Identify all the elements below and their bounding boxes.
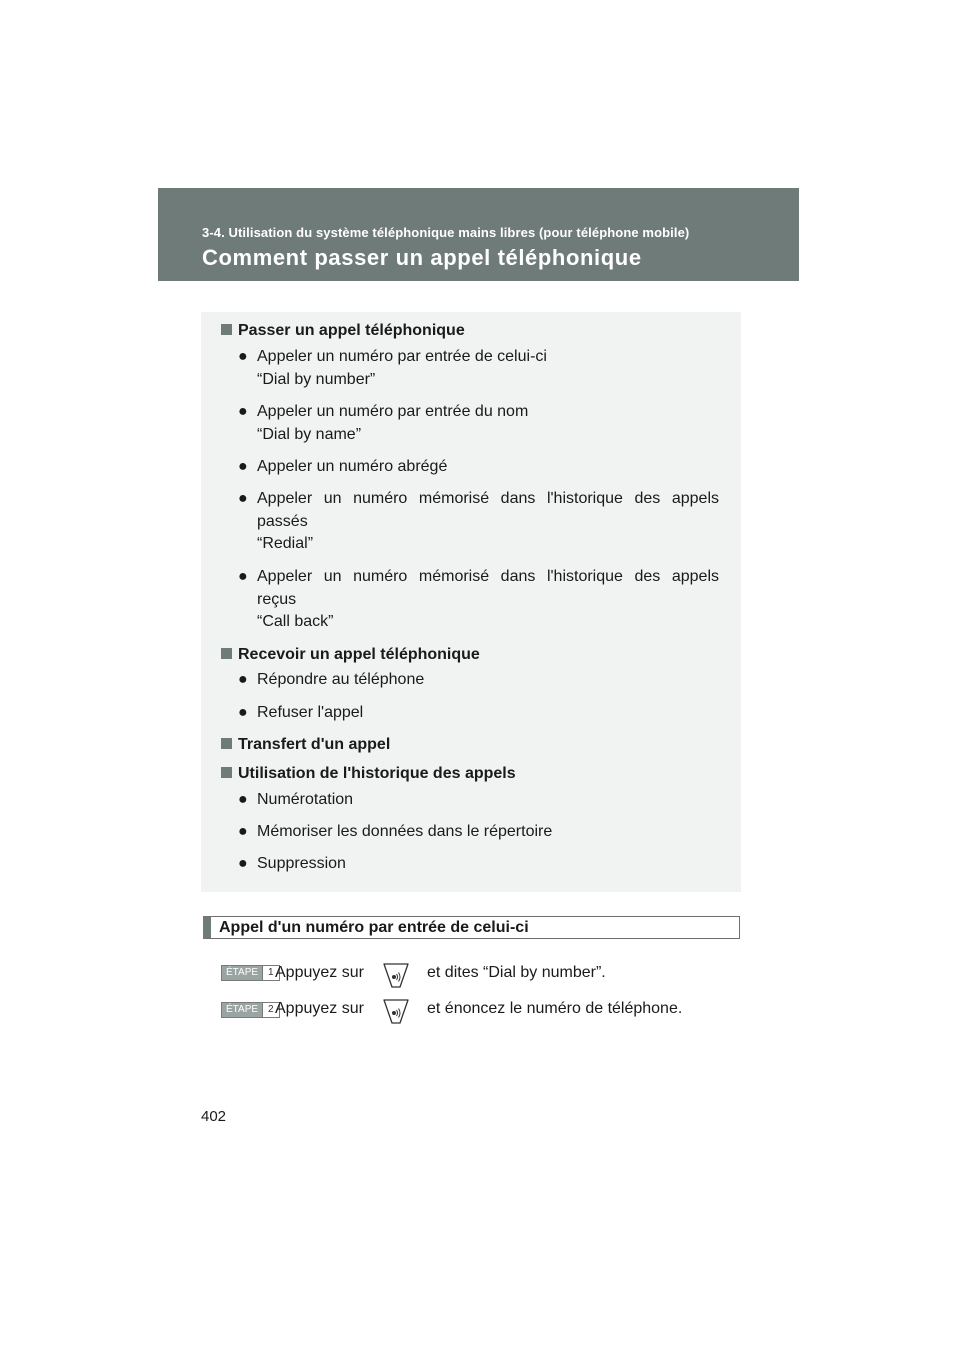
step-2-text-before: Appuyez sur (275, 1000, 364, 1017)
bullet-redialing: Numérotation (257, 791, 354, 808)
command-dial-by-name: “Dial by name” (257, 426, 362, 443)
bullet-icon: ● (238, 490, 248, 507)
step-1-badge: ÉTAPE 1 (221, 965, 280, 981)
section-heading-bar (203, 916, 740, 939)
heading-call-history: Utilisation de l'historique des appels (221, 763, 516, 785)
bullet-icon: ● (238, 348, 248, 365)
step-1-text-before: Appuyez sur (275, 964, 364, 981)
square-bullet-icon (221, 324, 232, 335)
section-heading: Appel d'un numéro par entrée de celui-ci (219, 919, 529, 936)
bullet-icon: ● (238, 671, 248, 688)
square-bullet-icon (221, 738, 232, 749)
heading-transfer: Transfert d'un appel (221, 734, 390, 756)
bullet-store-phonebook: Mémoriser les données dans le répertoire (257, 823, 553, 840)
bullet-icon: ● (238, 704, 248, 721)
bullet-incoming-history-cont: reçus (257, 591, 297, 608)
step-2-text-after: et énoncez le numéro de téléphone. (427, 1000, 683, 1017)
bullet-outgoing-history-cont: passés (257, 513, 308, 530)
bullet-incoming-history: Appeler un numéro mémorisé dans l'historique des appels (257, 568, 719, 585)
bullet-icon: ● (238, 568, 248, 585)
bullet-reject: Refuser l'appel (257, 704, 364, 721)
command-dial-by-number: “Dial by number” (257, 371, 376, 388)
bullet-delete: Suppression (257, 855, 346, 872)
square-bullet-icon (221, 648, 232, 659)
command-call-back: “Call back” (257, 613, 334, 630)
bullet-icon: ● (238, 855, 248, 872)
command-redial: “Redial” (257, 535, 314, 552)
bullet-answer: Répondre au téléphone (257, 671, 425, 688)
page-title: Comment passer un appel téléphonique (202, 245, 642, 270)
bullet-dial-by-name: Appeler un numéro par entrée du nom (257, 403, 529, 420)
bullet-icon: ● (238, 791, 248, 808)
bullet-speed-dial: Appeler un numéro abrégé (257, 458, 448, 475)
step-2-badge: ÉTAPE 2 (221, 1002, 280, 1018)
step-1-text-after: et dites “Dial by number”. (427, 964, 606, 981)
bullet-outgoing-history: Appeler un numéro mémorisé dans l'historique des appels (257, 490, 719, 507)
bullet-icon: ● (238, 403, 248, 420)
square-bullet-icon (221, 767, 232, 778)
page-number: 402 (201, 1108, 227, 1125)
section-label: 3-4. Utilisation du système téléphonique mains libres (pour téléphone mobile) (202, 225, 690, 240)
bullet-dial-by-number: Appeler un numéro par entrée de celui-ci (257, 348, 547, 365)
talk-switch-icon (383, 962, 409, 988)
talk-switch-icon (383, 998, 409, 1024)
bullet-icon: ● (238, 823, 248, 840)
heading-receive-call: Recevoir un appel téléphonique (221, 644, 480, 666)
heading-place-call: Passer un appel téléphonique (221, 320, 465, 342)
bullet-icon: ● (238, 458, 248, 475)
